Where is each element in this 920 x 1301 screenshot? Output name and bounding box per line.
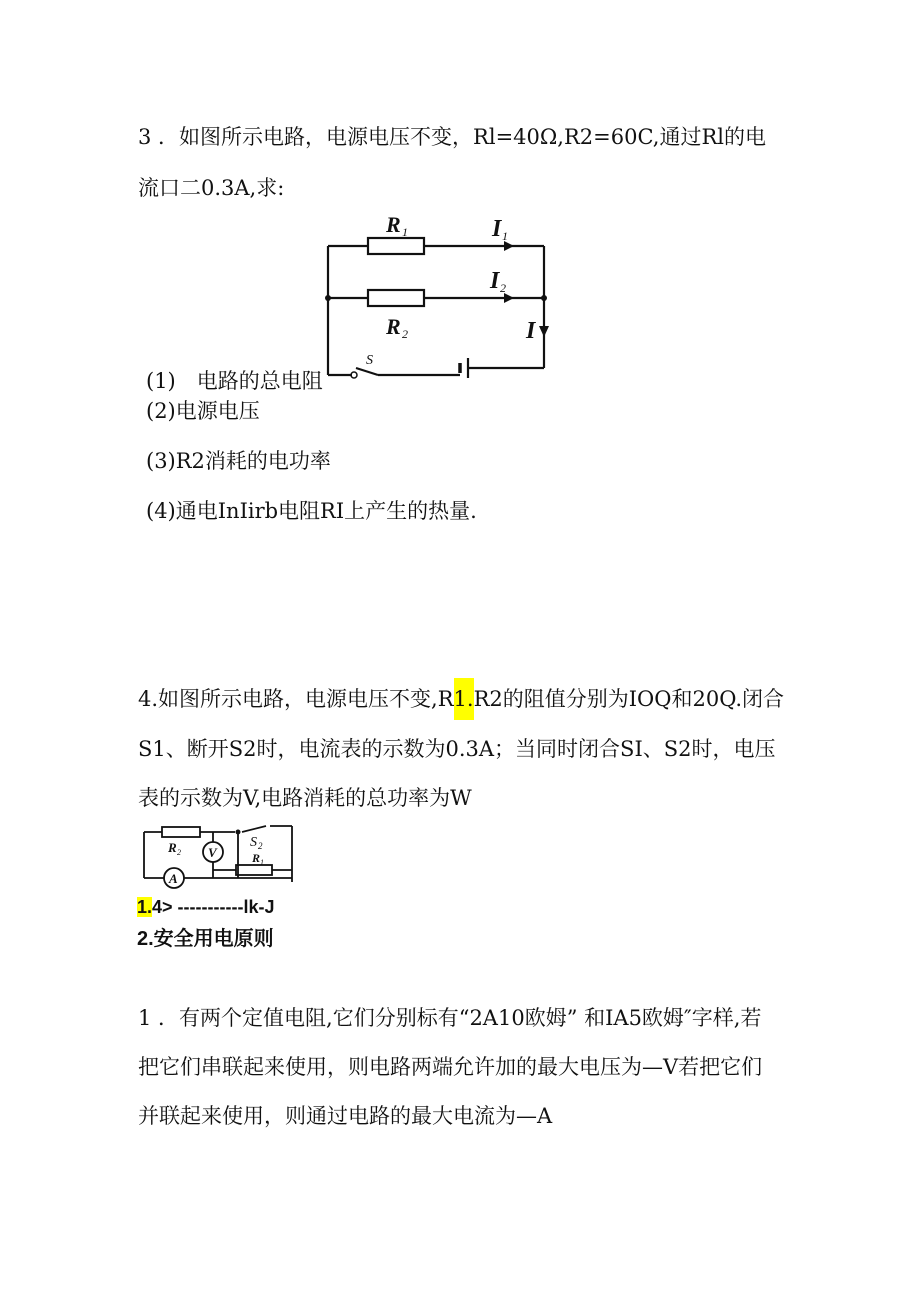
- label-r2-sub: 2: [402, 327, 408, 341]
- q4-circuit-diagram: [140, 820, 300, 890]
- q4-line-2: S1、断开S2时，电流表的示数为0.3A；当同时闭合SI、S2时，电压: [138, 737, 776, 761]
- q3-circuit-diagram: [320, 210, 560, 390]
- switch-blade: [356, 368, 378, 375]
- q1-line-3: 并联起来使用，则通过电路的最大电流为—A: [138, 1104, 553, 1128]
- label-r1-sub: 1: [402, 225, 408, 239]
- q4-label-r1-sub: 1: [260, 858, 264, 867]
- q1-line-1: 1 ．有两个定值电阻,它们分别标有“2A10欧姆” 和IA5欧姆″字样,若: [138, 1006, 762, 1030]
- q4-switch-s2-blade: [242, 826, 266, 832]
- q4-label-r2-sub: 2: [177, 848, 181, 857]
- q4-label-r1: R: [252, 851, 261, 865]
- q4-switch-contact: [236, 830, 241, 835]
- section-item-2: [137, 926, 274, 952]
- q4-resistor-r2: [162, 827, 200, 837]
- arrow-i: [539, 326, 549, 337]
- ammeter-label: A: [169, 871, 178, 886]
- section-item-2-text: 2.安全用电原则: [137, 928, 274, 950]
- label-s: S: [366, 353, 373, 368]
- label-i1: I: [492, 216, 502, 242]
- q4-resistor-r1: [236, 865, 272, 875]
- resistor-r1: [368, 238, 424, 254]
- q1-line-2: 把它们串联起来使用，则电路两端允许加的最大电压为—V若把它们: [138, 1055, 763, 1079]
- resistor-r2: [368, 290, 424, 306]
- label-r1: R: [386, 212, 401, 237]
- label-i2-sub: 2: [500, 281, 506, 295]
- q4-line-3: 表的示数为V,电路消耗的总功率为W: [138, 786, 472, 810]
- q4-label-s2: S: [250, 835, 257, 850]
- label-r2: R: [386, 314, 401, 339]
- q4-line-1: [138, 686, 784, 712]
- q3-sub-4: (4)通电InIirb电阻RI上产生的热量.: [146, 499, 477, 523]
- section-item-1-text: 4> -----------lk-J: [152, 897, 275, 917]
- q3-line-2: 流口二0.3A,求:: [138, 176, 285, 200]
- voltmeter-label: V: [208, 845, 217, 860]
- q4-highlight: 1.: [454, 678, 474, 720]
- q3-sub-1: (1) 电路的总电阻: [146, 369, 323, 393]
- q4-label-r2: R: [168, 840, 177, 855]
- q4-line-1-end: R2的阻值分别为IOQ和20Q.闭合: [473, 687, 785, 711]
- q3-sub-2: (2)电源电压: [146, 399, 260, 423]
- label-i: I: [526, 318, 536, 344]
- junction-dot-left: [325, 295, 331, 301]
- section-item-1: [137, 894, 275, 920]
- q3-line-1: 3 ．如图所示电路，电源电压不变，Rl=40Ω,R2=60C,通过Rl的电: [138, 125, 766, 149]
- junction-dot-right: [541, 295, 547, 301]
- q4-line-1-start: 4.如图所示电路，电源电压不变,R: [138, 687, 454, 711]
- q3-sub-3: (3)R2消耗的电功率: [146, 449, 331, 473]
- label-i1-sub: 1: [502, 229, 508, 243]
- label-i2: I: [490, 268, 500, 294]
- q4-label-s2-sub: 2: [258, 841, 263, 851]
- section-item-1-highlight: 1.: [137, 897, 153, 917]
